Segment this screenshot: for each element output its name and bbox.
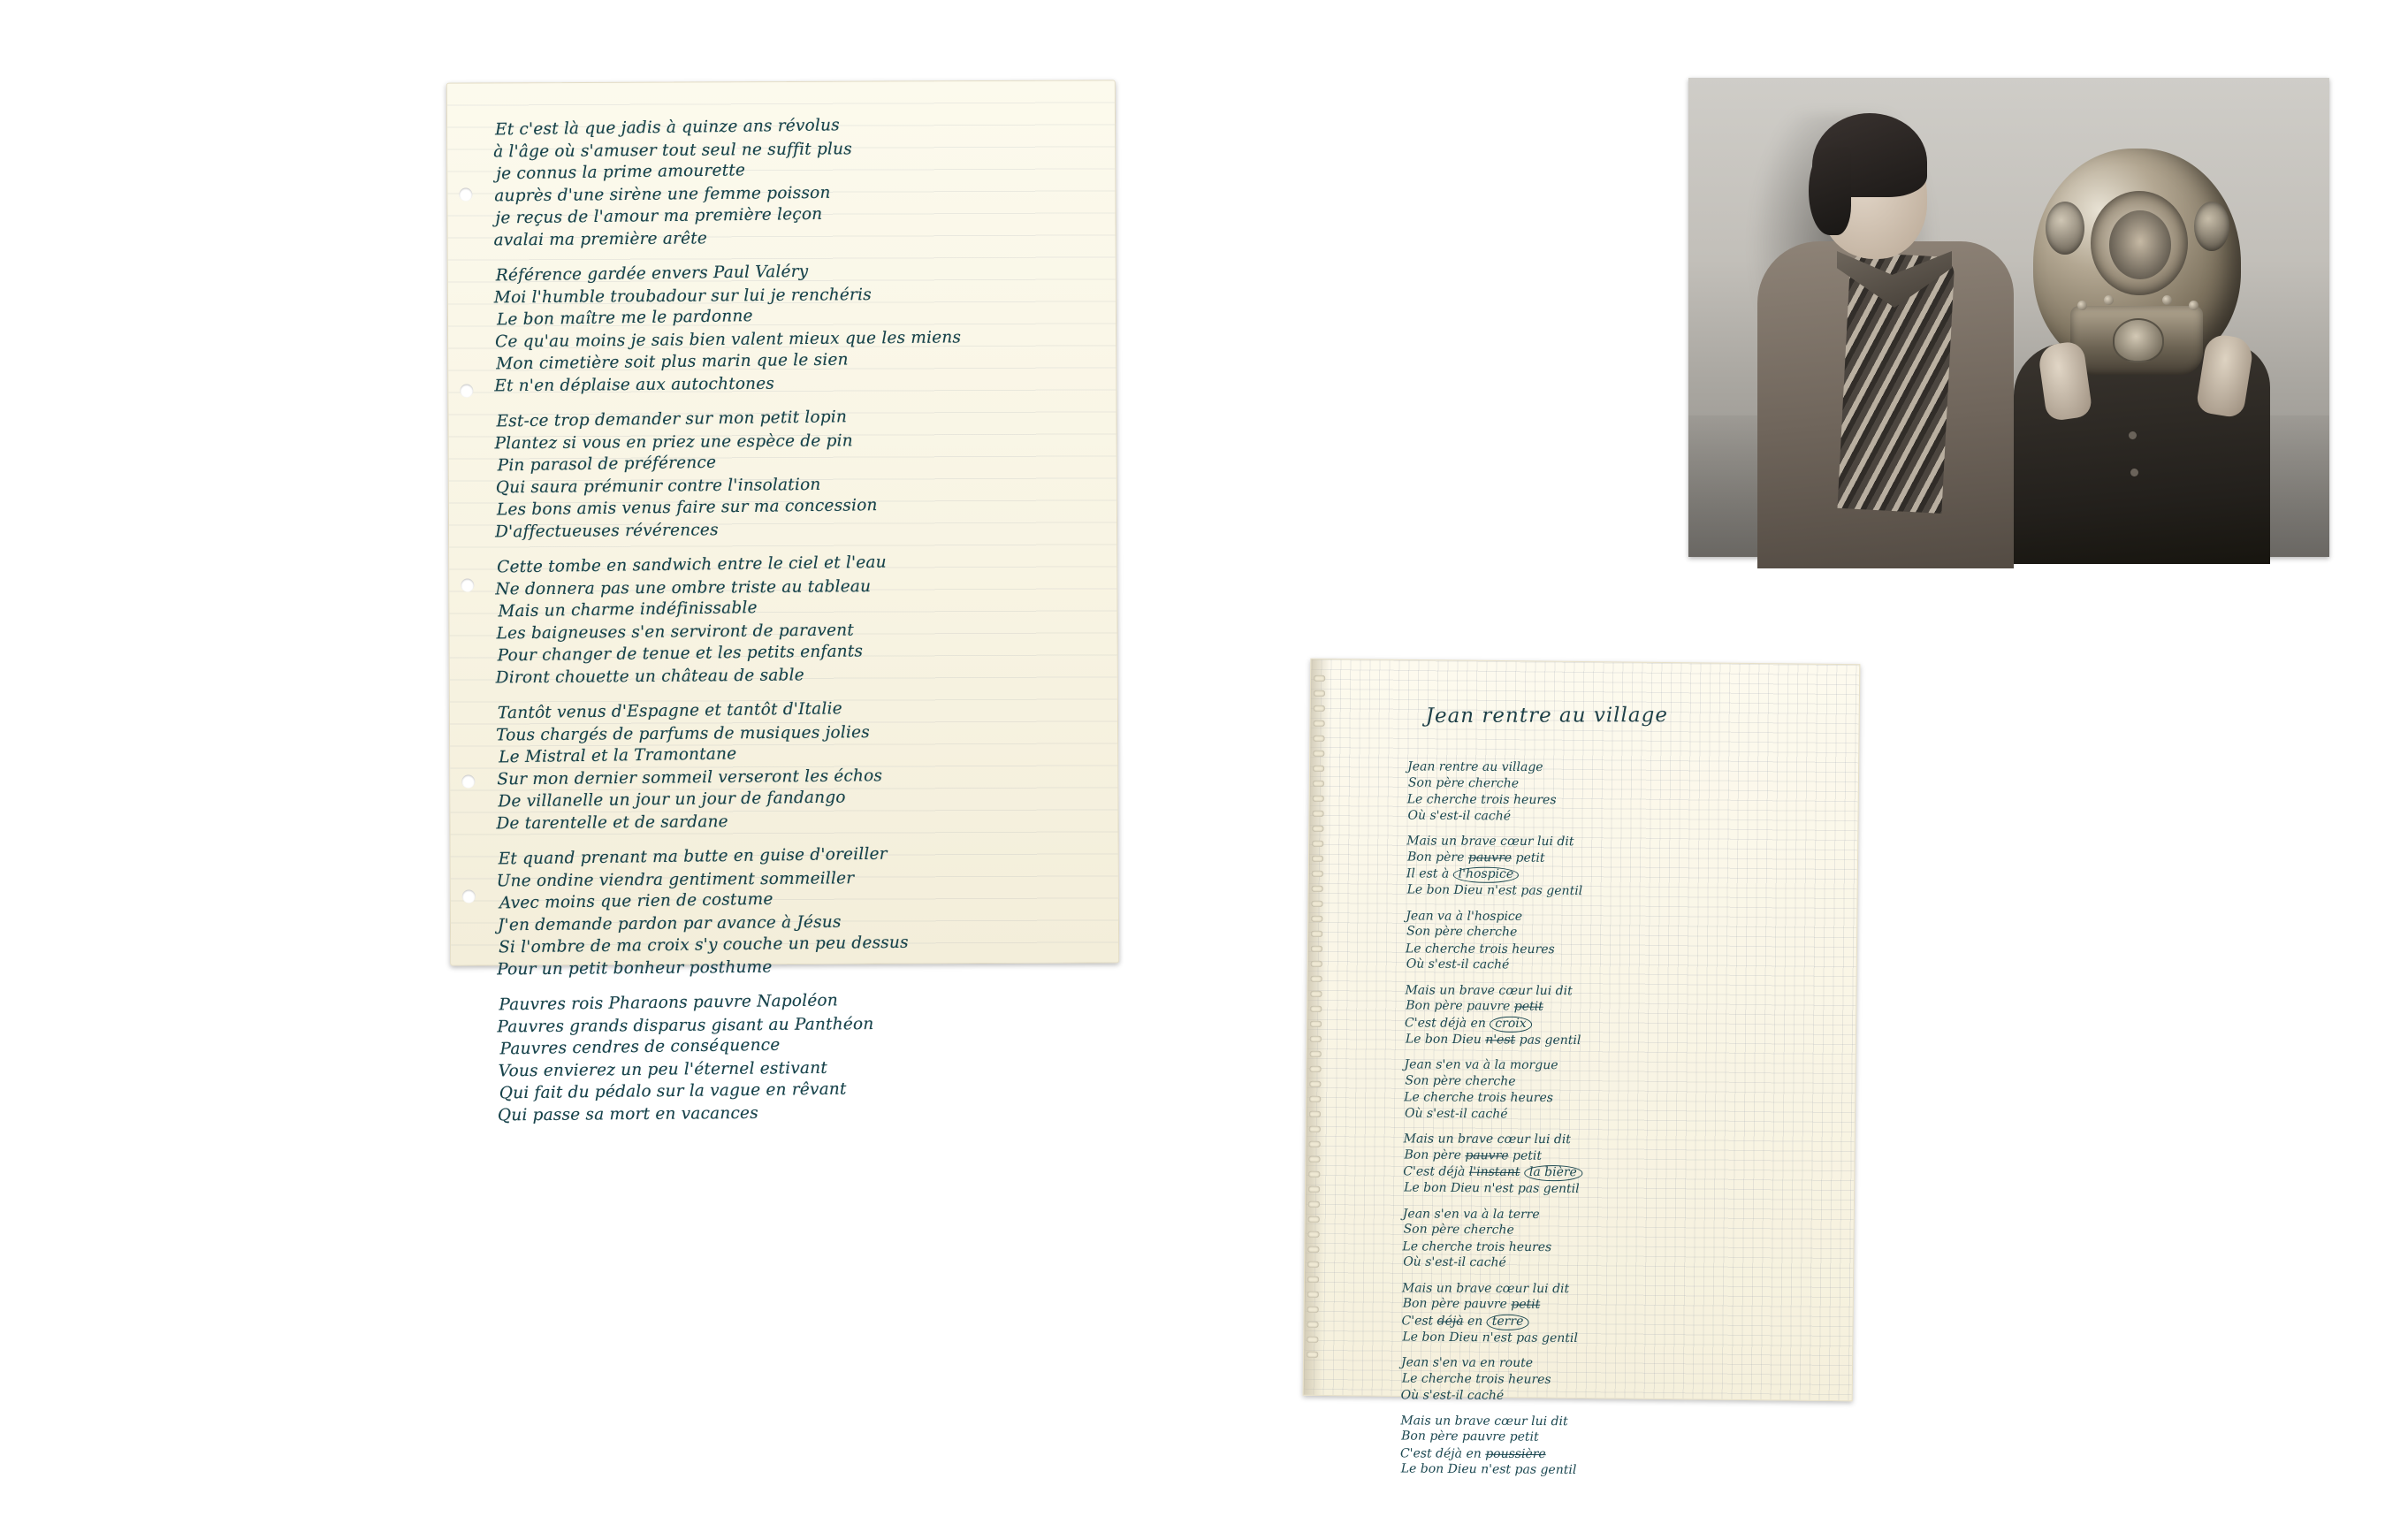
helmet-emblem-icon xyxy=(2113,318,2164,362)
poem-line: Et quand prenant ma butte en guise d'oreiller xyxy=(498,844,888,869)
spiral-hole-icon xyxy=(1307,1261,1319,1268)
poem-stanza xyxy=(497,845,1100,980)
song-line: Le bon Dieu n'est pas gentil xyxy=(1400,1461,1577,1478)
poem-line: Tantôt venus d'Espagne et tantôt d'Italie xyxy=(497,699,842,723)
song-line: Mais un brave cœur lui dit xyxy=(1401,1280,1570,1296)
poem-stanza xyxy=(495,553,1098,689)
song-line: C'est déjà en poussière xyxy=(1399,1445,1546,1461)
poem-stanza xyxy=(494,408,1097,543)
spiral-hole-icon xyxy=(1307,1277,1319,1283)
spiral-hole-icon xyxy=(1309,1096,1321,1102)
song-line: Il est à l'hospice xyxy=(1406,865,1836,884)
spiral-hole-icon xyxy=(1314,675,1325,682)
spiral-hole-icon xyxy=(1309,1141,1321,1147)
poem-line: Mais un charme indéfinissable xyxy=(498,598,758,621)
poem-line: Pauvres cendres de conséquence xyxy=(499,1035,781,1059)
spiral-hole-icon xyxy=(1311,931,1322,937)
song-line: Jean s'en va à la terre xyxy=(1402,1206,1540,1222)
poem-line: Ce qu'au moins je sais bien valent mieux que les miens xyxy=(495,328,962,352)
song-line: Où s'est-il caché xyxy=(1407,808,1512,823)
spiral-hole-icon xyxy=(1310,991,1322,997)
diver-face xyxy=(2109,210,2171,279)
struck-word: petit xyxy=(1513,999,1543,1014)
diver-button-icon xyxy=(2130,469,2138,476)
song-line: Bon père pauvre petit xyxy=(1404,1147,1543,1163)
poem-line: Moi l'humble troubadour sur lui je renchéris xyxy=(493,286,872,308)
poem-line: Si l'ombre de ma croix s'y couche un peu dessus xyxy=(498,933,909,957)
spiral-hole-icon xyxy=(1312,856,1323,862)
helmet-bolt-icon xyxy=(2077,301,2087,310)
song-line: Le cherche trois heures xyxy=(1401,1371,1551,1387)
song-stanza xyxy=(1406,832,1837,903)
spiral-hole-icon xyxy=(1307,1322,1318,1328)
song-stanza xyxy=(1401,1353,1832,1407)
spiral-hole-icon xyxy=(1311,961,1322,967)
song-line: Mais un brave cœur lui dit xyxy=(1403,1132,1571,1147)
song-line: Le cherche trois heures xyxy=(1406,792,1557,808)
poem-line: Une ondine viendra gentiment sommeiller xyxy=(496,869,855,891)
song-line: Le bon Dieu n'est pas gentil xyxy=(1404,1180,1580,1197)
poem-line: Les bons amis venus faire sur ma concession xyxy=(496,496,878,520)
song-line: Où s'est-il caché xyxy=(1404,1106,1508,1121)
spiral-hole-icon xyxy=(1310,1051,1322,1057)
spiral-hole-icon xyxy=(1307,1337,1318,1343)
helmet-bolt-icon xyxy=(2104,295,2114,305)
song-stanza xyxy=(1406,906,1836,976)
poem-line: Et c'est là que jadis à quinze ans révolus xyxy=(494,116,841,140)
spiral-hole-icon xyxy=(1308,1156,1320,1162)
spiral-hole-icon xyxy=(1314,720,1325,727)
poem-line: Mon cimetière soit plus marin que le sien xyxy=(496,350,849,374)
helmet-bolt-icon xyxy=(2162,295,2172,305)
song-line: C'est déjà l'instant la bière xyxy=(1403,1163,1833,1182)
photograph-two-men xyxy=(1688,78,2329,557)
poem-line: Tous chargés de parfums de musiques jolies xyxy=(495,723,871,745)
spiral-hole-icon xyxy=(1307,1292,1319,1298)
poem-stanza xyxy=(493,116,1096,251)
spiral-hole-icon xyxy=(1309,1126,1321,1132)
punch-hole-icon xyxy=(461,775,475,789)
poem-line: Les baigneuses s'en serviront de paravent xyxy=(496,621,855,644)
poem-line: Et n'en déplaise aux autochtones xyxy=(494,374,775,396)
spiral-hole-icon xyxy=(1307,1246,1319,1253)
poem-line: Pin parasol de préférence xyxy=(497,453,717,476)
song-line: Mais un brave cœur lui dit xyxy=(1405,982,1573,998)
circled-word: l'hospice xyxy=(1453,867,1520,883)
spiral-hole-icon xyxy=(1314,690,1325,697)
song-line: Jean va à l'hospice xyxy=(1406,908,1523,924)
song-line: Son père cherche xyxy=(1405,1073,1516,1089)
song-stanza xyxy=(1403,1130,1833,1200)
spiral-hole-icon xyxy=(1314,705,1325,712)
spiral-hole-icon xyxy=(1310,1006,1322,1012)
poem-line: je connus la prime amourette xyxy=(496,161,746,184)
song-line: Jean s'en va en route xyxy=(1401,1355,1534,1371)
song-line: Bon père pauvre petit xyxy=(1406,998,1543,1014)
helmet-port-right-icon xyxy=(2194,202,2229,251)
poem-line: Qui passe sa mort en vacances xyxy=(497,1103,758,1125)
song-stanza xyxy=(1406,758,1837,827)
spiral-hole-icon xyxy=(1313,736,1324,742)
poem-line: Le bon maître me le pardonne xyxy=(496,307,753,330)
poem-line: Qui fait du pédalo sur la vague en rêvant xyxy=(499,1079,847,1103)
spiral-hole-icon xyxy=(1308,1231,1320,1238)
song-stanza xyxy=(1400,1411,1831,1481)
poem-line: Sur mon dernier sommeil verseront les échos xyxy=(497,766,883,789)
punch-hole-icon xyxy=(460,385,473,398)
circled-word: terre xyxy=(1487,1314,1529,1330)
poem-stanza xyxy=(497,991,1100,1126)
poem-line: Vous envierez un peu l'éternel estivant xyxy=(498,1058,828,1081)
spiral-hole-icon xyxy=(1308,1171,1320,1178)
struck-word: pauvre xyxy=(1467,850,1513,865)
song-line: Le cherche trois heures xyxy=(1405,941,1555,957)
spiral-hole-icon xyxy=(1311,916,1322,922)
struck-word: petit xyxy=(1511,1297,1541,1312)
song-line: Mais un brave cœur lui dit xyxy=(1406,834,1574,850)
poem-line: Ne donnera pas une ombre triste au tableau xyxy=(495,577,872,599)
spiral-hole-icon xyxy=(1312,871,1323,877)
spiral-hole-icon xyxy=(1310,1036,1322,1042)
poem-line: De tarentelle et de sardane xyxy=(496,812,728,834)
song-line: C'est déjà en terre xyxy=(1402,1313,1832,1331)
song-line: Le bon Dieu n'est pas gentil xyxy=(1405,1032,1581,1048)
spiral-tabs xyxy=(1311,659,1859,665)
diver-button-icon xyxy=(2129,431,2137,439)
song-line: Le cherche trois heures xyxy=(1402,1239,1552,1254)
spiral-hole-icon xyxy=(1313,796,1324,802)
song-line: Bon père pauvre petit xyxy=(1401,1429,1539,1444)
spiral-hole-icon xyxy=(1313,751,1324,757)
poem-line: Diront chouette un château de sable xyxy=(495,666,804,688)
manuscript-poem-text xyxy=(493,116,1100,1139)
struck-word: poussière xyxy=(1485,1446,1546,1461)
song-line: Son père cherche xyxy=(1403,1222,1514,1238)
song-line: Bon père pauvre petit xyxy=(1402,1296,1541,1312)
struck-word: n'est xyxy=(1485,1032,1516,1048)
circled-word: croix xyxy=(1490,1016,1531,1032)
poem-stanza xyxy=(496,699,1099,835)
punch-hole-icon xyxy=(459,188,472,202)
struck-word: l'instant xyxy=(1468,1164,1520,1179)
song-stanza xyxy=(1402,1204,1833,1274)
manuscript-page-song xyxy=(1303,659,1861,1478)
song-line: Jean s'en va à la morgue xyxy=(1404,1057,1558,1073)
manuscript-song-title: Jean rentre au village xyxy=(1425,704,1668,728)
poem-line: Pauvres grands disparus gisant au Panthéon xyxy=(497,1015,874,1037)
poem-line: J'en demande pardon par avance à Jésus xyxy=(497,912,842,935)
spiral-hole-icon xyxy=(1311,976,1322,982)
poem-line: auprès d'une sirène une femme poisson xyxy=(494,183,831,206)
spiral-hole-icon xyxy=(1308,1216,1320,1223)
spiral-hole-icon xyxy=(1307,1307,1319,1313)
spiral-hole-icon xyxy=(1307,1352,1318,1358)
song-line: Où s'est-il caché xyxy=(1406,957,1510,972)
spiral-hole-icon xyxy=(1312,841,1323,847)
song-line: Le cherche trois heures xyxy=(1404,1090,1554,1106)
struck-word: déjà xyxy=(1436,1314,1464,1329)
poem-line: Pour changer de tenue et les petits enfants xyxy=(497,642,864,666)
spiral-hole-icon xyxy=(1312,886,1323,892)
song-stanza xyxy=(1405,980,1835,1051)
song-line: C'est déjà en croix xyxy=(1405,1015,1834,1033)
spiral-hole-icon xyxy=(1313,811,1324,817)
poem-line: D'affectueuses révérences xyxy=(494,521,719,542)
circled-word: la bière xyxy=(1524,1165,1582,1181)
song-line: Où s'est-il caché xyxy=(1403,1254,1506,1270)
song-stanza xyxy=(1404,1056,1834,1125)
spiral-hole-icon xyxy=(1311,901,1322,907)
helmet-port-left-icon xyxy=(2046,202,2084,255)
poem-line: Qui saura prémunir contre l'insolation xyxy=(495,475,821,498)
spiral-hole-icon xyxy=(1309,1111,1321,1117)
song-line: Jean rentre au village xyxy=(1407,759,1543,775)
poem-line: Cette tombe en sandwich entre le ciel et l'eau xyxy=(497,553,887,577)
poem-line: Avec moins que rien de costume xyxy=(499,889,773,913)
spiral-hole-icon xyxy=(1308,1201,1320,1208)
left-man-sideburn xyxy=(1809,147,1851,235)
poem-line: Plantez si vous en priez une espèce de pin xyxy=(494,431,853,454)
spiral-hole-icon xyxy=(1311,946,1322,952)
song-line: Le bon Dieu n'est pas gentil xyxy=(1406,882,1583,899)
manuscript-page-poem xyxy=(446,80,1119,1125)
poem-line: Le Mistral et la Tramontane xyxy=(498,744,737,767)
poem-line: je reçus de l'amour ma première leçon xyxy=(495,204,823,228)
spiral-hole-icon xyxy=(1308,1186,1320,1193)
poem-line: De villanelle un jour un jour de fandango xyxy=(498,788,846,812)
poem-line: à l'âge où s'amuser tout seul ne suffit plus xyxy=(493,140,853,162)
song-stanza xyxy=(1401,1278,1832,1349)
manuscript-song-text xyxy=(1400,758,1838,1490)
punch-hole-icon xyxy=(461,579,474,592)
struck-word: pauvre xyxy=(1465,1147,1509,1162)
poem-line: Pauvres rois Pharaons pauvre Napoléon xyxy=(499,991,839,1015)
poem-line: avalai ma première arête xyxy=(493,229,708,250)
spiral-hole-icon xyxy=(1309,1066,1321,1072)
song-line: Bon père pauvre petit xyxy=(1406,850,1545,865)
spiral-hole-icon xyxy=(1309,1081,1321,1087)
song-line: Où s'est-il caché xyxy=(1400,1388,1505,1403)
poem-stanza xyxy=(494,262,1097,397)
spiral-hole-icon xyxy=(1312,826,1323,832)
poem-line: Est-ce trop demander sur mon petit lopin xyxy=(496,408,848,431)
punch-hole-icon xyxy=(462,890,476,903)
poem-line: Pour un petit bonheur posthume xyxy=(497,957,773,979)
song-line: Son père cherche xyxy=(1407,775,1520,791)
poem-line: Référence gardée envers Paul Valéry xyxy=(495,262,809,286)
spiral-hole-icon xyxy=(1313,781,1324,787)
song-line: Son père cherche xyxy=(1406,924,1518,940)
helmet-bolt-icon xyxy=(2189,301,2198,310)
song-line: Mais un brave cœur lui dit xyxy=(1400,1413,1568,1429)
song-line: Le bon Dieu n'est pas gentil xyxy=(1402,1330,1578,1345)
spiral-hole-icon xyxy=(1310,1021,1322,1027)
spiral-hole-icon xyxy=(1313,766,1324,772)
